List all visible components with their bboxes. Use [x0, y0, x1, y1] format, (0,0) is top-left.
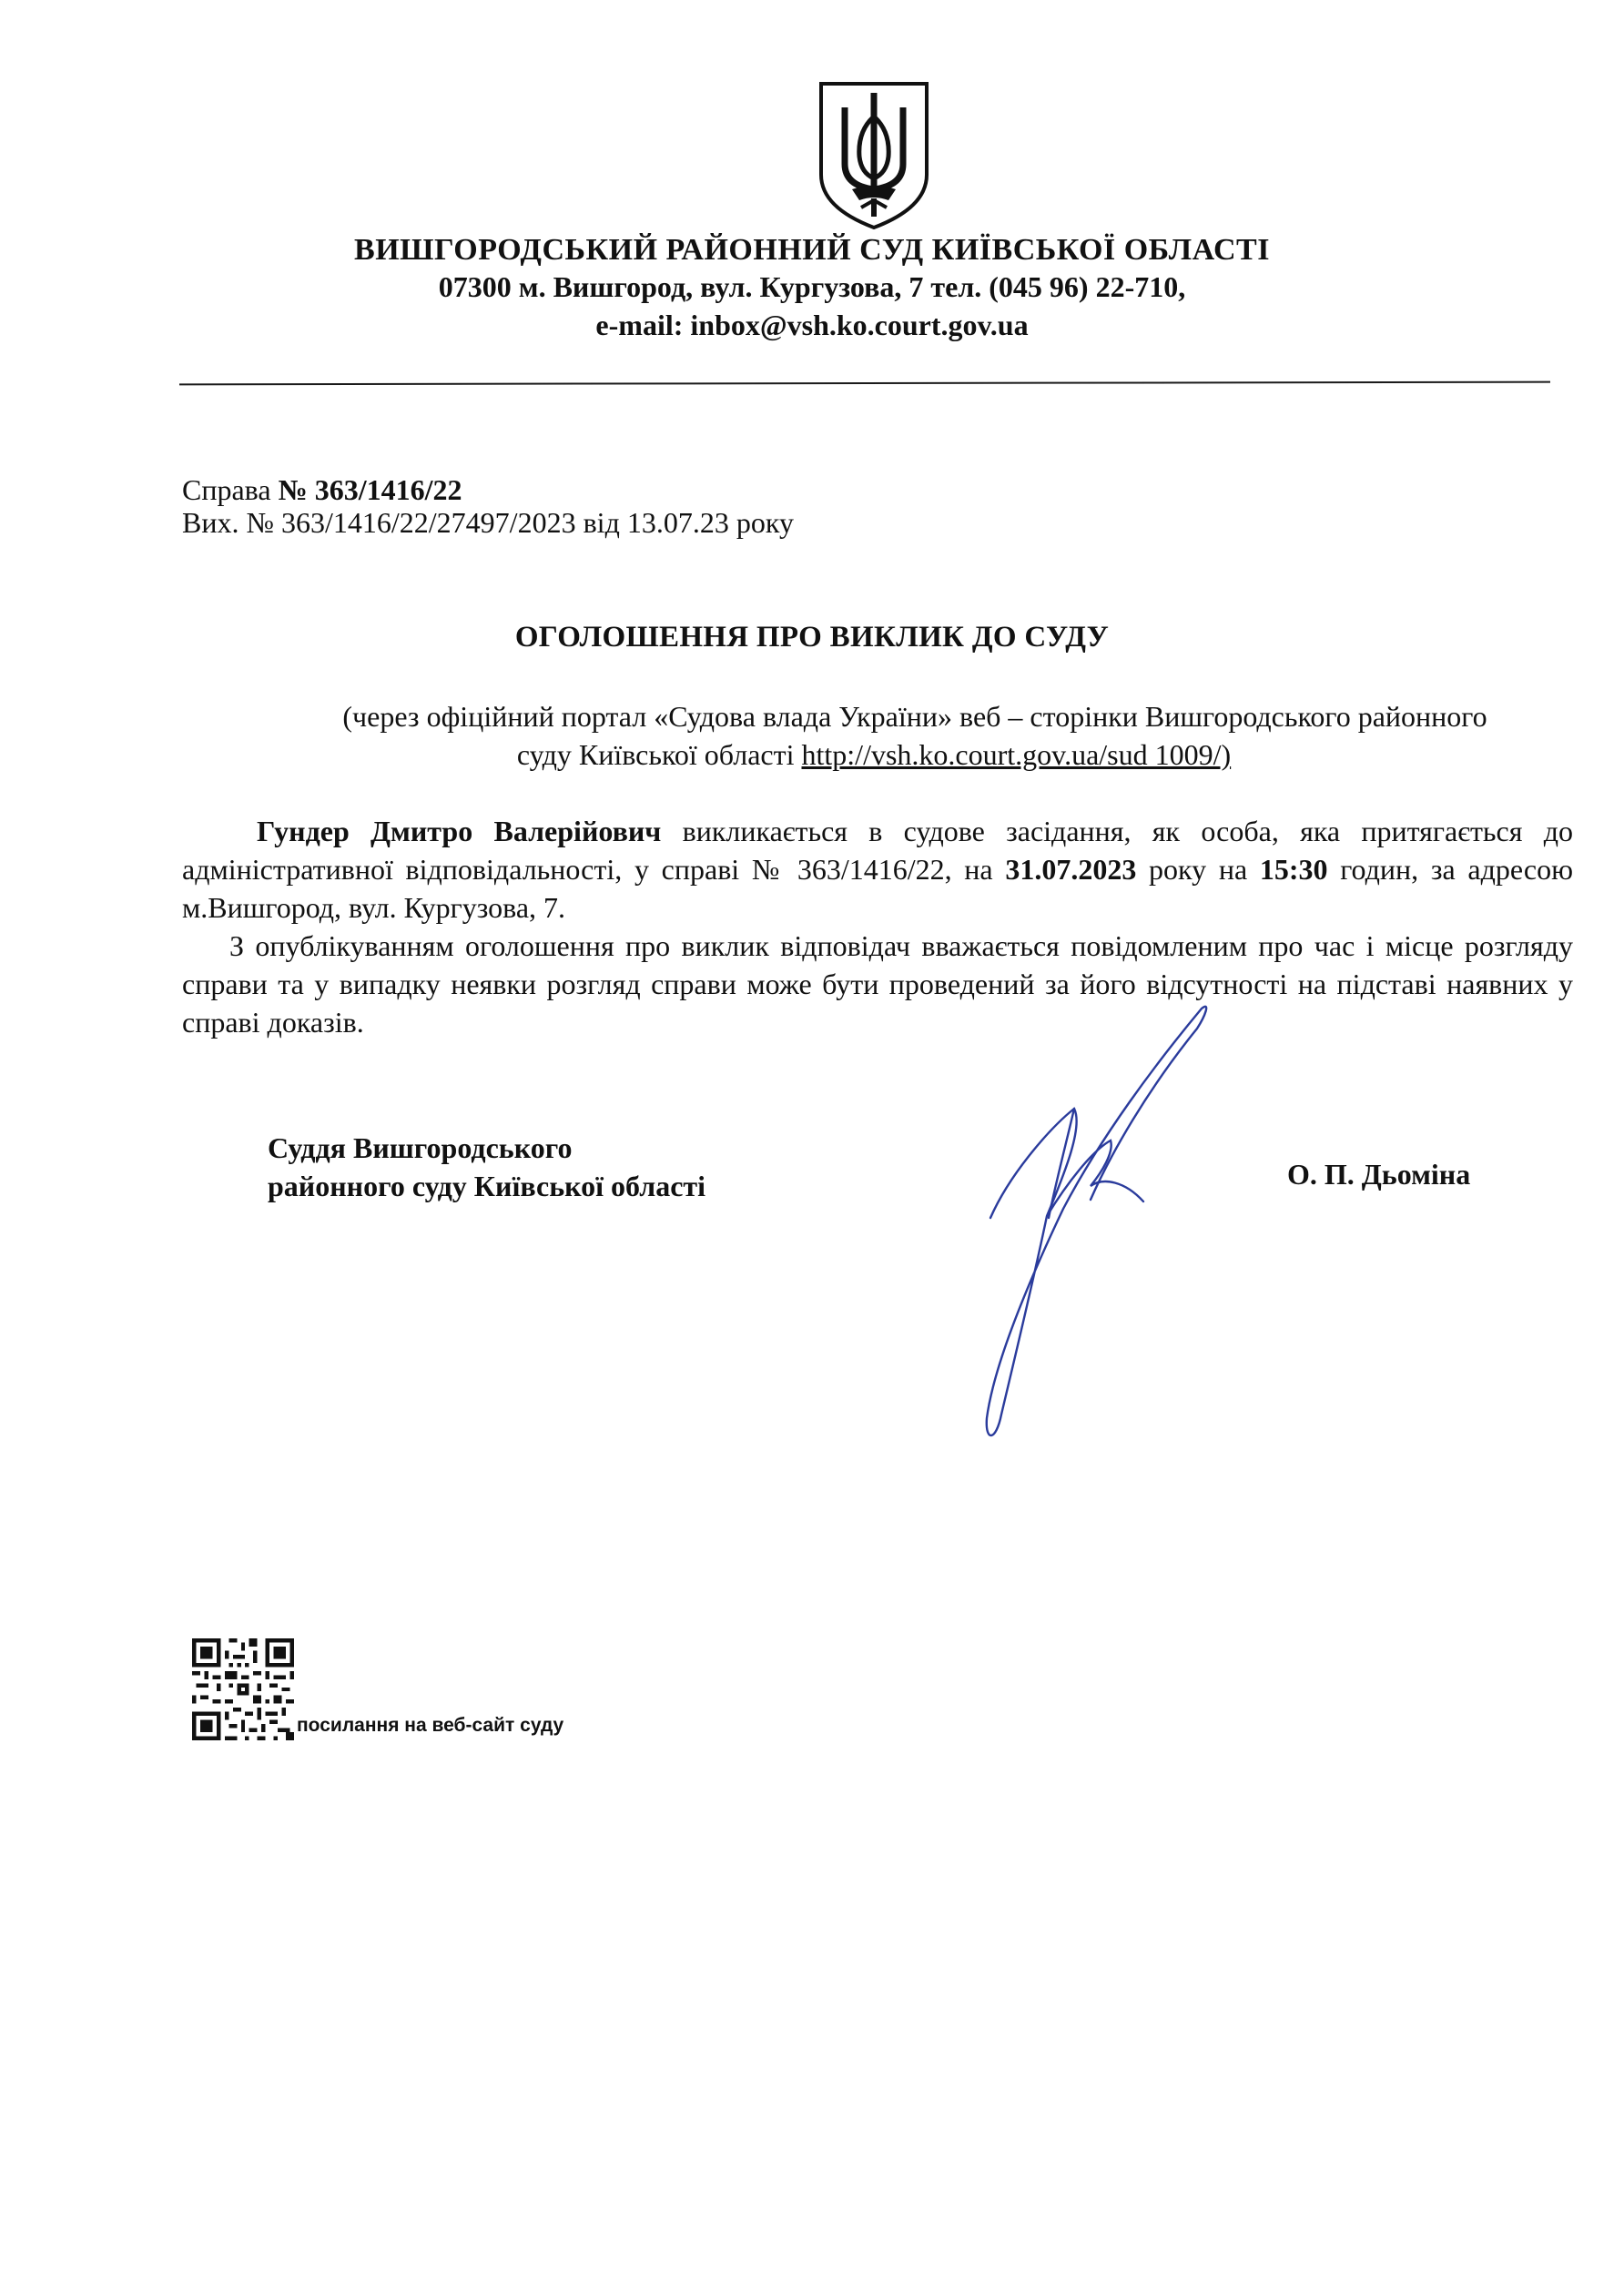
judge-title: [268, 1129, 705, 1205]
portal-link[interactable]: http://vsh.ko.court.gov.ua/sud 1009/): [801, 738, 1232, 771]
qr-code-icon: [191, 1638, 295, 1740]
court-address: 07300 м. Вишгород, вул. Кургузова, 7 тел. (045 96) 22-710,: [438, 270, 1186, 303]
outgoing-number: Вих. № 363/1416/22/27497/2023 від 13.07.23 року: [182, 506, 794, 539]
case-number-line: [182, 473, 462, 507]
court-name: ВИШГОРОДСЬКИЙ РАЙОННИЙ СУД КИЇВСЬКОЇ ОБЛАСТІ: [354, 233, 1270, 267]
notice-title: ОГОЛОШЕННЯ ПРО ВИКЛИК ДО СУДУ: [514, 621, 1110, 654]
summons-paragraph: [182, 812, 1573, 927]
portal-note-line1: (через офіційний портал «Судова влада України» веб – сторінки Вишгородського районного: [342, 700, 1487, 733]
summons-text-a: викликається в судове засідання, як особа, яка притягається до адміністративної відповідальності, у справі № 363/1416/22, на: [182, 815, 1574, 886]
judge-name: О. П. Дьоміна: [1287, 1158, 1471, 1191]
notice-paragraph: З опублікуванням оголошення про виклик відповідач вважається повідомленим про час і місце розгляду справи та у випадку неявки розгляд справи може бути проведений за його відсутності на підставі наявних у справі доказів.: [182, 929, 1573, 1039]
judge-title-line1: Суддя Вишгородського: [268, 1131, 573, 1164]
case-number: № 363/1416/22: [278, 473, 462, 506]
court-email: e-mail: inbox@vsh.ko.court.gov.ua: [595, 309, 1029, 341]
header-divider: [179, 381, 1550, 386]
summons-text-b: року на: [1136, 853, 1260, 886]
portal-note-line2: суду Київської області: [516, 738, 802, 771]
person-name: Гундер Дмитро Валерійович: [257, 815, 662, 847]
hearing-time: 15:30: [1259, 853, 1328, 886]
handwritten-signature: [965, 990, 1293, 1445]
qr-caption: посилання на веб-сайт суду: [297, 1715, 564, 1736]
summons-text-c: годин, за адресою м.Вишгород, вул. Кургузова, 7.: [182, 853, 1574, 924]
coat-of-arms-icon: [816, 80, 932, 231]
portal-note: [182, 697, 1566, 774]
case-label: Справа: [182, 473, 279, 506]
judge-title-line2: районного суду Київської області: [268, 1170, 705, 1202]
hearing-date: 31.07.2023: [1005, 853, 1137, 886]
